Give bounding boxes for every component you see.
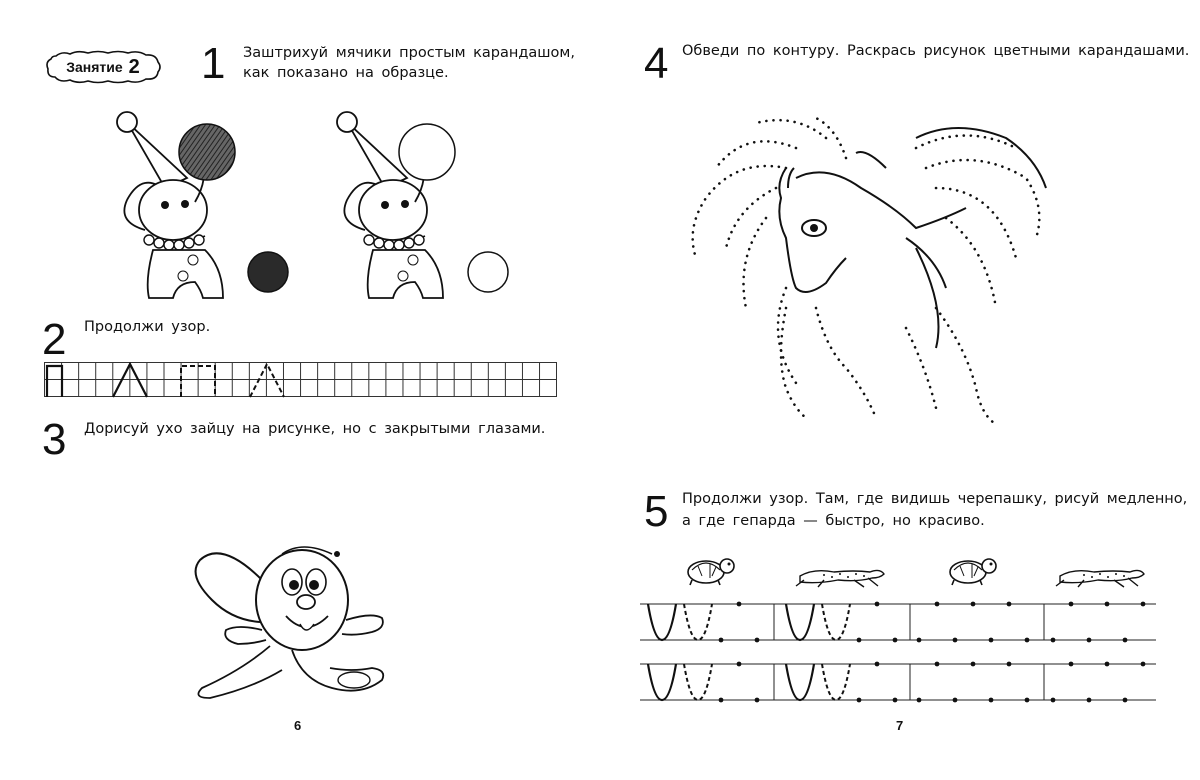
task3-text: Дорисуй ухо зайцу на рисунке, но с закрытыми глазами. [84,421,546,437]
task4-text: Обведи по контуру. Раскрась рисунок цветными карандашами. [682,43,1190,59]
ball-icon [179,124,235,180]
page-number-right: 7 [896,718,904,733]
bunny-icon [182,520,392,710]
ball-icon [399,124,455,180]
task2-number: 2 [42,315,67,364]
task1-text-line2: как показано на образце. [243,65,449,81]
task5-text-line1: Продолжи узор. Там, где видишь черепашку, рисуй медленно, [682,491,1188,507]
lesson-word: Занятие [66,59,123,75]
task5-number: 5 [644,487,669,536]
turtle-icon [944,552,1000,586]
wave-tracing-area[interactable] [640,596,1158,708]
task3-number: 3 [42,415,67,464]
elephant-clown-icon [105,100,305,305]
page-number-left: 6 [294,718,302,733]
horse-icon[interactable] [676,108,1066,448]
turtle-icon [682,552,738,586]
task1-text-line1: Заштрихуй мячики простым карандашом, [243,45,575,61]
task5-text-line2: а где гепарда — быстро, но красиво. [682,513,985,529]
elephant-clown-icon [325,100,525,305]
task1-number: 1 [201,39,226,88]
ball-icon [468,252,508,292]
task4-number: 4 [644,39,669,88]
task2-text: Продолжи узор. [84,319,211,335]
ball-icon [248,252,288,292]
lesson-number: 2 [128,55,140,78]
pattern-grid[interactable] [44,362,558,398]
cheetah-icon [1054,562,1146,588]
cheetah-icon [794,562,886,588]
lesson-badge [44,50,162,84]
